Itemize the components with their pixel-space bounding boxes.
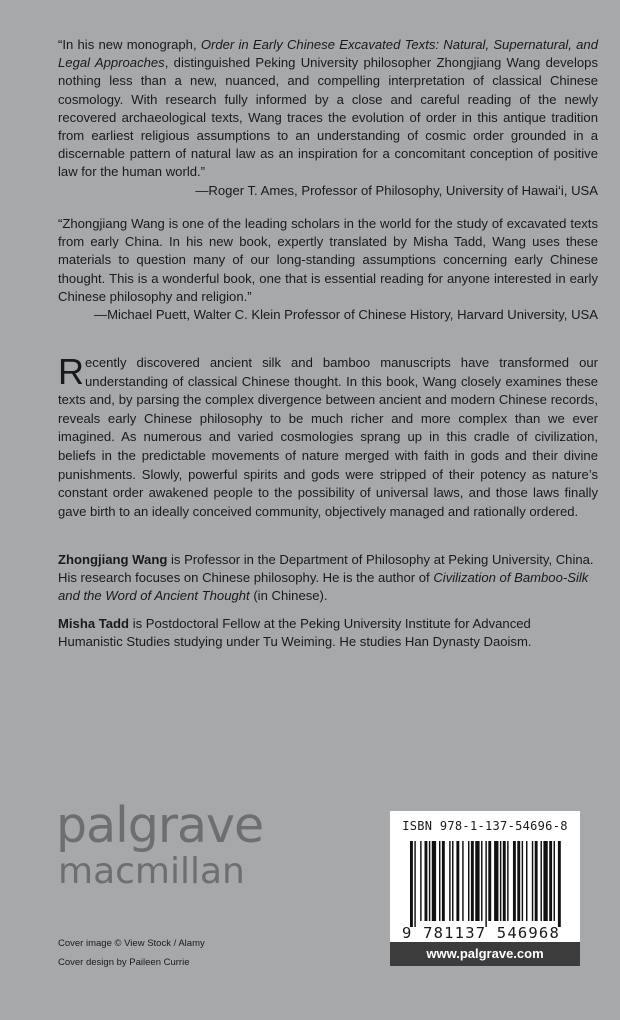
endorsement-quote-ames xyxy=(58,36,598,200)
barcode-bar xyxy=(471,841,474,921)
barcode-bar xyxy=(558,841,561,927)
barcode-bar xyxy=(442,841,445,921)
barcode-bar xyxy=(414,841,415,927)
quote-attribution: —Roger T. Ames, Professor of Philosophy, University of Hawai‘i, USA xyxy=(195,182,598,198)
barcode-bar xyxy=(543,841,547,921)
publisher-logo xyxy=(56,797,264,892)
cover-design-credit: Cover design by Paileen Currie xyxy=(58,957,190,968)
barcode-bar xyxy=(462,841,463,921)
barcode-bar xyxy=(494,841,498,921)
publisher-url: www.palgrave.com xyxy=(390,942,580,966)
barcode-bar xyxy=(432,841,436,921)
author-bio: Zhongjiang Wang is Professor in the Department of Philosophy at Peking University, China. His research focuses on Chinese philosophy. He is the author of Civilization of Bamboo-Silk and the Word of Ancient Thought (in Chinese). xyxy=(58,552,594,604)
quote-text: “In his new monograph, Order in Early Chinese Excavated Texts: Natural, Supernatural, and Legal Approaches, distinguished Peking University philosopher Zhongjiang Wang develops nothing less than a new, nuanced, and compelling interpretation of classical Chinese cosmology. With research fully informed by a close and careful reading of the newly recovered archaeological texts, Wang traces the evolution of order in this antique tradition from earliest religious assumptions to an understanding of cosmic order grounded in a discernable pattern of natural law as an inspiration for a concomitant conception of positive law for the human world.” xyxy=(58,37,598,180)
barcode-bar xyxy=(439,841,440,921)
barcode-digits: 9 781137 546968 xyxy=(402,924,560,942)
author-book-title: Civilization of Bamboo-Silk and the Word of Ancient Thought xyxy=(58,570,589,604)
barcode-bar xyxy=(522,841,523,921)
barcode-bar xyxy=(485,841,486,927)
barcode-bar xyxy=(513,841,516,921)
translator-name: Misha Tadd xyxy=(58,616,130,631)
cover-credits xyxy=(58,934,205,972)
isbn-barcode-panel xyxy=(390,811,580,966)
logo-line-macmillan: macmillan xyxy=(58,851,245,892)
barcode-bar xyxy=(420,841,421,921)
barcode-bar xyxy=(449,841,450,921)
barcode-bar xyxy=(500,841,501,921)
barcode-bar xyxy=(549,841,552,921)
barcode-bar xyxy=(410,841,413,927)
barcode-bar xyxy=(526,841,527,921)
logo-line-palgrave: palgrave xyxy=(56,797,264,854)
barcode-bar xyxy=(503,841,506,921)
barcode-bar xyxy=(481,841,482,921)
barcode-graphic xyxy=(390,811,580,942)
drop-cap: R xyxy=(58,351,84,392)
barcode-bar xyxy=(429,841,430,921)
barcode-bar xyxy=(507,841,508,921)
barcode-bar xyxy=(425,841,428,921)
isbn-label: ISBN 978-1-137-54696-8 xyxy=(402,819,568,833)
book-title: Order in Early Chinese Excavated Texts: Natural, Supernatural, and Legal Approaches xyxy=(58,37,598,71)
barcode-bar xyxy=(517,841,520,921)
barcode-bar xyxy=(456,841,459,921)
author-name: Zhongjiang Wang xyxy=(58,552,168,567)
barcode-bar xyxy=(475,841,479,921)
barcode-bar xyxy=(532,841,533,921)
endorsement-quote-puett xyxy=(58,215,598,324)
cover-image-credit: Cover image © View Stock / Alamy xyxy=(58,938,205,949)
quote-attribution: —Michael Puett, Walter C. Klein Professor of Chinese History, Harvard University, USA xyxy=(93,307,598,323)
barcode-bar xyxy=(468,841,469,921)
quote-text: “Zhongjiang Wang is one of the leading scholars in the world for the study of excavated texts from early China. In his new book, expertly translated by Misha Tadd, Wang uses these materials to question many of our long-standing assumptions concerning early Chinese thought. This is a wonderful book, one that is essential reading for anyone interested in early Chinese philosophy and religion.” xyxy=(58,216,598,304)
barcode-bar xyxy=(554,841,555,921)
book-description: Recently discovered ancient silk and bamboo manuscripts have transformed our understanding of classical Chinese thought. In this book, Wang closely examines these texts and, by parsing the complex divergence between ancient and modern Chinese records, reveals early Chinese philosophy to be much richer and more complex than we ever imagined. As numerous and varied cosmologies sprang up in this cradle of civilization, beliefs in the predictable movements of nature merged with faith in gods and their divine punishments. Slowly, powerful spirits and gods were stripped of their potency as nature’s constant order awakened people to the possibility of universal laws, and those laws finally gave birth to an ideally conceived community, objectively managed and rationally ordered. xyxy=(58,351,598,519)
barcode-bar xyxy=(488,841,491,921)
barcode-bar xyxy=(535,841,538,921)
translator-bio: Misha Tadd is Postdoctoral Fellow at the Peking University Institute for Advanced Humanistic Studies studying under Tu Weiming. He studies Han Dynasty Daoism. xyxy=(58,616,532,650)
barcode-bar xyxy=(541,841,542,921)
barcode-bar xyxy=(452,841,453,921)
